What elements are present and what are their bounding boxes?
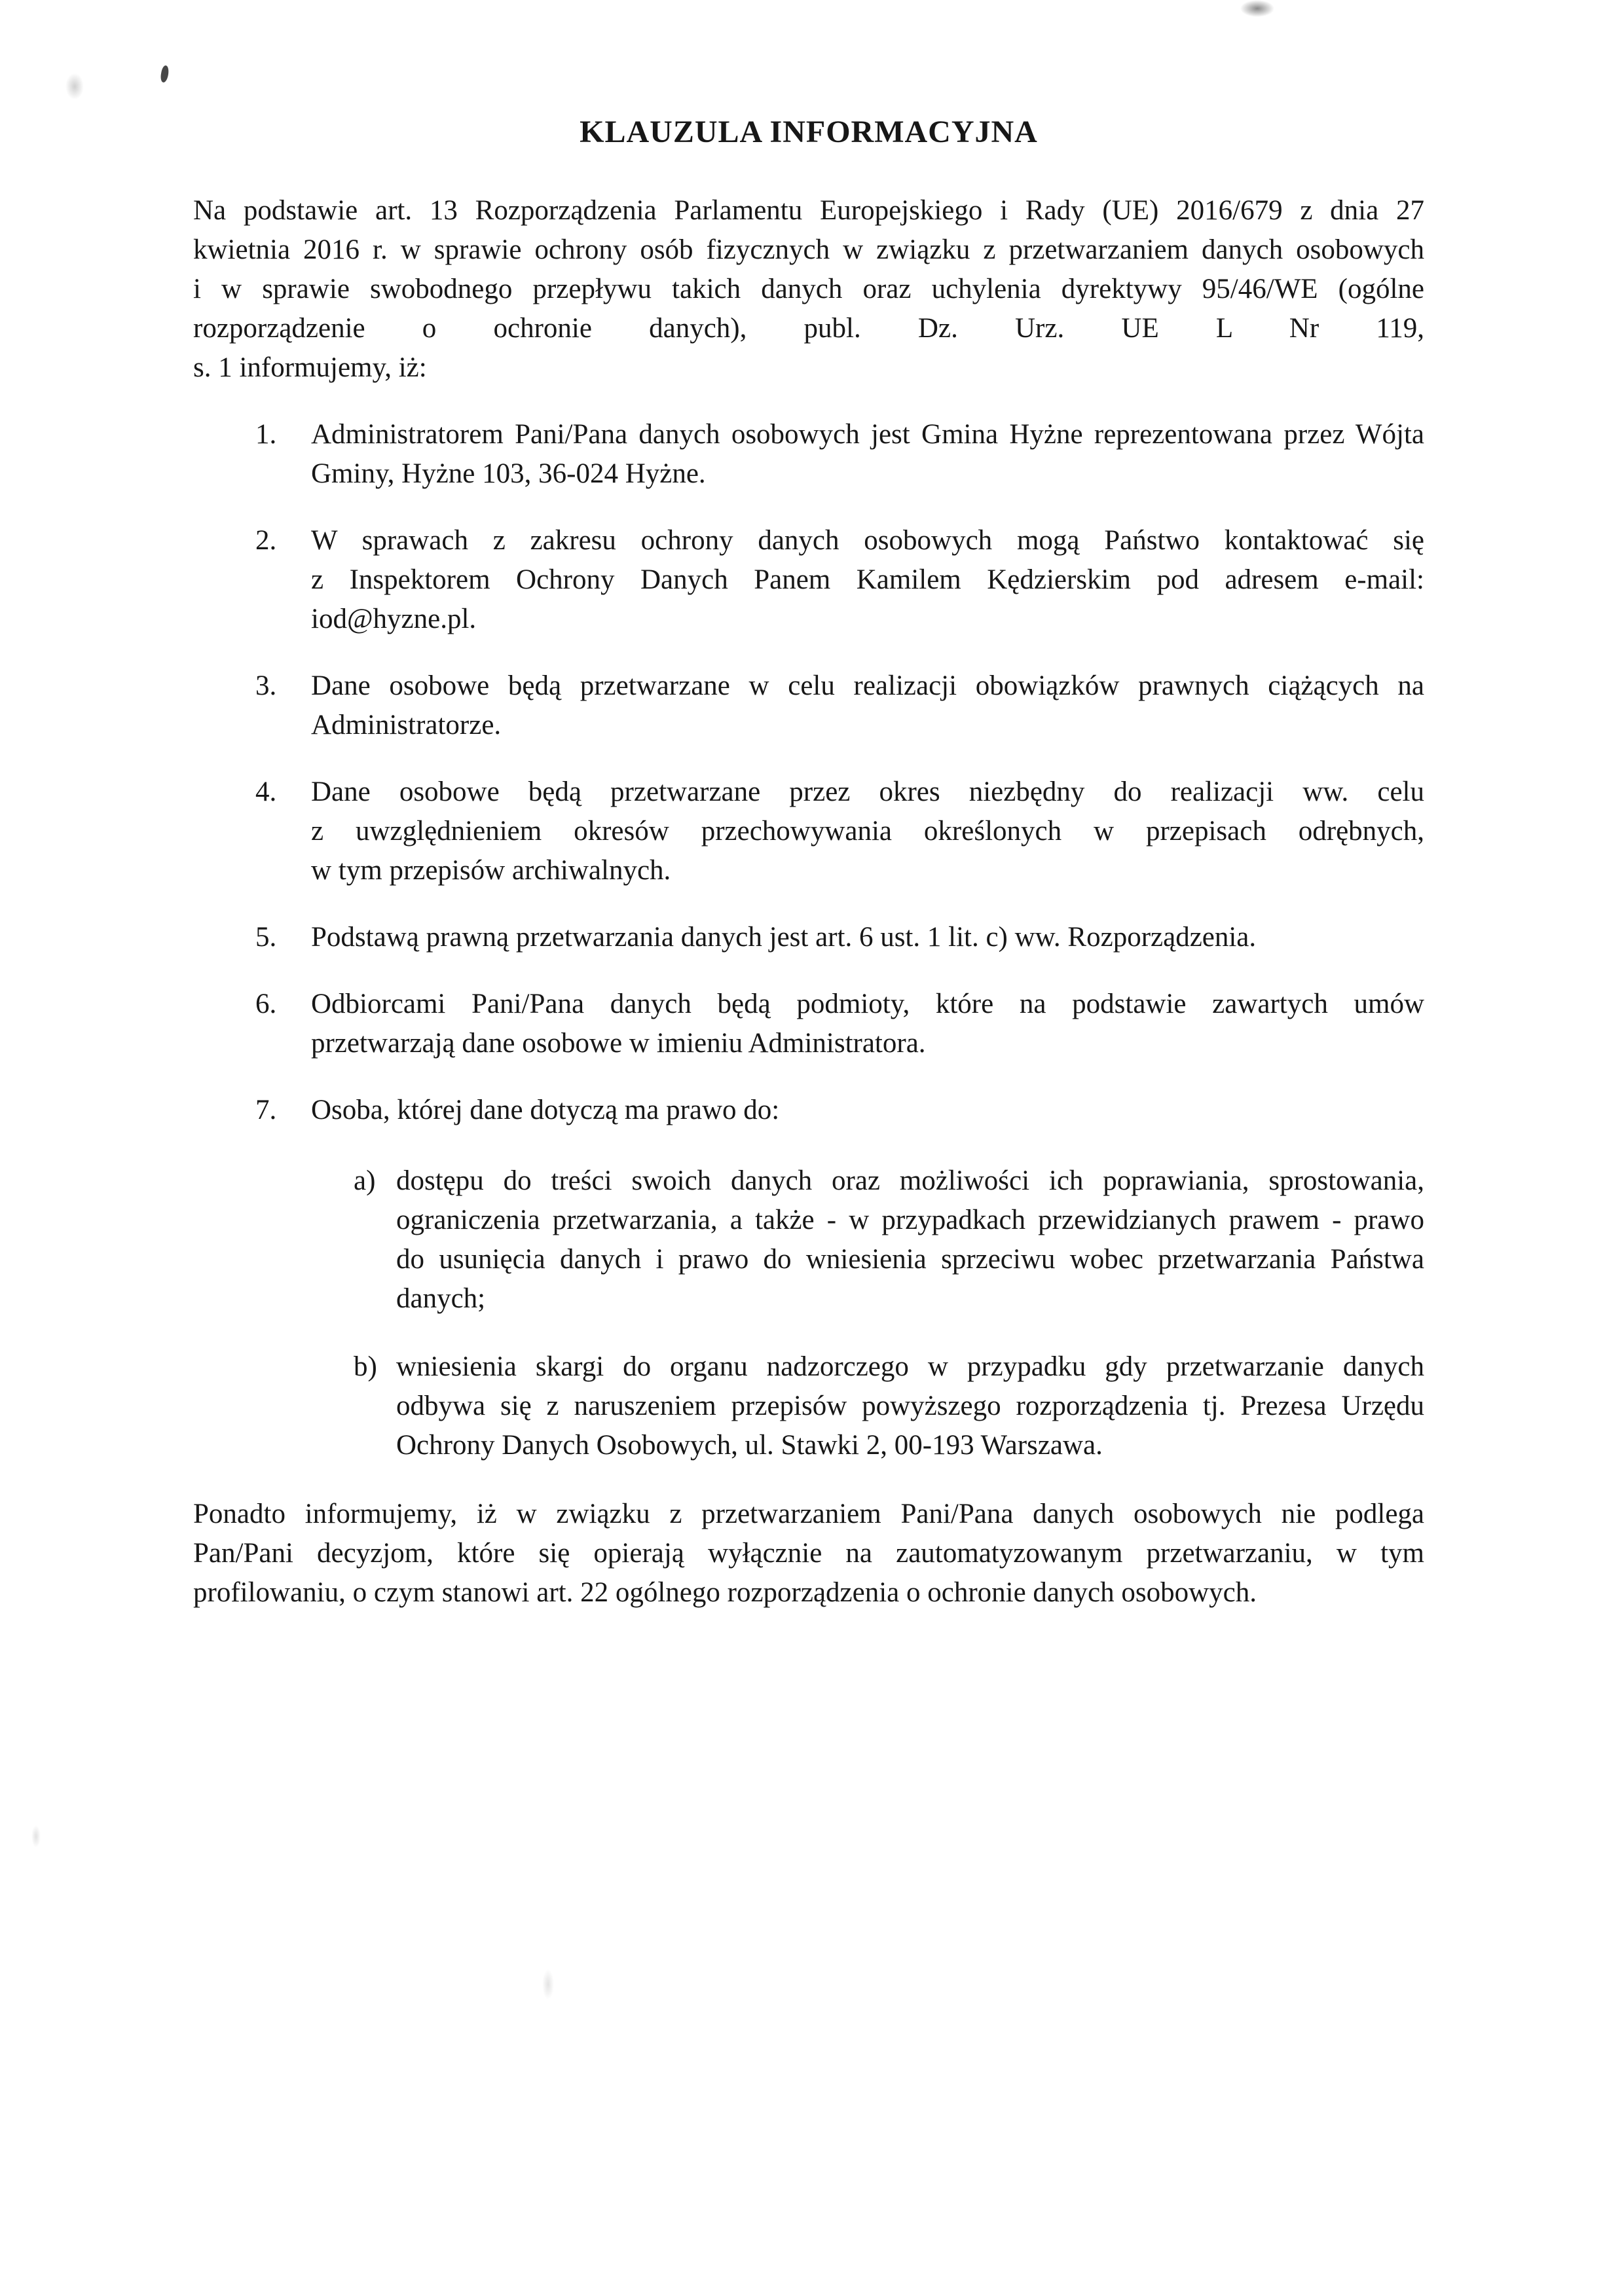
- list-item-1-text: [311, 415, 1424, 494]
- intro-paragraph: [193, 191, 1424, 388]
- list-item-6-number: 6.: [255, 989, 277, 1019]
- text-line: Dane osobowe będą przetwarzane w celu realizacji obowiązków prawnych ciążących na: [311, 670, 1424, 701]
- text-line: Na podstawie art. 13 Rozporządzenia Parlamentu Europejskiego i Rady (UE) 2016/679 z dnia 27: [193, 195, 1424, 226]
- list-item-6-text: [311, 985, 1424, 1063]
- list-item-4-number: 4.: [255, 776, 277, 807]
- text-line: do usunięcia danych i prawo do wniesienia sprzeciwu wobec przetwarzania Państwa: [396, 1244, 1424, 1275]
- text-line: Osoba, której dane dotyczą ma prawo do:: [311, 1095, 780, 1125]
- list-item-1: [255, 415, 1424, 494]
- text-line: przetwarzają dane osobowe w imieniu Administratora.: [311, 1028, 926, 1059]
- sub-list-item-b-marker: b): [354, 1351, 377, 1382]
- text-line: s. 1 informujemy, iż:: [193, 352, 427, 383]
- text-line: Podstawą prawną przetwarzania danych jest art. 6 ust. 1 lit. c) ww. Rozporządzenia.: [311, 922, 1257, 953]
- scan-smudge-top-left: [65, 73, 84, 100]
- list-item-1-number: 1.: [255, 419, 277, 450]
- text-line: Administratorze.: [311, 710, 502, 740]
- text-line: odbywa się z naruszeniem przepisów powyższego rozporządzenia tj. Prezesa Urzędu: [396, 1391, 1424, 1421]
- text-line: Dane osobowe będą przetwarzane przez okres niezbędny do realizacji ww. celu: [311, 776, 1424, 807]
- sub-list-item-a-marker: a): [354, 1165, 376, 1196]
- text-line: ograniczenia przetwarzania, a także - w przypadkach przewidzianych prawem - prawo: [396, 1205, 1424, 1235]
- scan-smudge-bottom-center: [542, 1969, 554, 1999]
- scan-speck-top-left: [160, 65, 170, 83]
- text-line: danych;: [396, 1283, 486, 1314]
- list-item-3-text: [311, 666, 1424, 745]
- list-item-4-text: [311, 773, 1424, 890]
- document-content: [193, 0, 1424, 1613]
- sub-list-item-b: [354, 1347, 1424, 1465]
- text-line: profilowaniu, o czym stanowi art. 22 ogólnego rozporządzenia o ochronie danych osobowych.: [193, 1577, 1257, 1608]
- text-line: Ochrony Danych Osobowych, ul. Stawki 2, 00-193 Warszawa.: [396, 1430, 1103, 1461]
- sub-list-item-a-text: [396, 1161, 1424, 1319]
- text-line: Ponadto informujemy, iż w związku z przetwarzaniem Pani/Pana danych osobowych nie podlega: [193, 1499, 1424, 1529]
- list-item-3: [255, 666, 1424, 745]
- text-line: z Inspektorem Ochrony Danych Panem Kamilem Kędzierskim pod adresem e-mail:: [311, 564, 1424, 595]
- text-line: wniesienia skargi do organu nadzorczego w przypadku gdy przetwarzanie danych: [396, 1351, 1424, 1382]
- list-item-2-number: 2.: [255, 525, 277, 556]
- sub-list-item-b-text: [396, 1347, 1424, 1465]
- list-item-6: [255, 985, 1424, 1063]
- list-item-5: [255, 918, 1424, 957]
- text-line: Gminy, Hyżne 103, 36-024 Hyżne.: [311, 458, 706, 489]
- text-line: z uwzględnieniem okresów przechowywania określonych w przepisach odrębnych,: [311, 816, 1424, 847]
- list-item-5-number: 5.: [255, 922, 277, 953]
- list-item-7-number: 7.: [255, 1095, 277, 1125]
- document-title: KLAUZULA INFORMACYJNA: [580, 115, 1038, 149]
- list-item-5-text: [311, 918, 1424, 957]
- text-line: kwietnia 2016 r. w sprawie ochrony osób fizycznych w związku z przetwarzaniem danych osobowych: [193, 234, 1424, 265]
- text-line: dostępu do treści swoich danych oraz możliwości ich poprawiania, sprostowania,: [396, 1165, 1424, 1196]
- list-item-7: [255, 1091, 1424, 1130]
- text-line: Odbiorcami Pani/Pana danych będą podmioty, które na podstawie zawartych umów: [311, 989, 1424, 1019]
- closing-paragraph: [193, 1495, 1424, 1613]
- scan-smudge-bottom-left: [31, 1825, 41, 1848]
- list-item-4: [255, 773, 1424, 890]
- list-item-7-text: [311, 1091, 1424, 1130]
- text-line: W sprawach z zakresu ochrony danych osobowych mogą Państwo kontaktować się: [311, 525, 1424, 556]
- sub-list-item-a: [354, 1161, 1424, 1319]
- text-line: rozporządzenie o ochronie danych), publ. Dz. Urz. UE L Nr 119,: [193, 313, 1424, 344]
- list-item-2-text: [311, 521, 1424, 639]
- text-line: w tym przepisów archiwalnych.: [311, 855, 671, 886]
- text-line: iod@hyzne.pl.: [311, 604, 477, 634]
- list-item-3-number: 3.: [255, 670, 277, 701]
- text-line: Pan/Pani decyzjom, które się opierają wyłącznie na zautomatyzowanym przetwarzaniu, w tym: [193, 1538, 1424, 1569]
- text-line: i w sprawie swobodnego przepływu takich danych oraz uchylenia dyrektywy 95/46/WE (ogólne: [193, 274, 1424, 304]
- list-item-2: [255, 521, 1424, 639]
- text-line: Administratorem Pani/Pana danych osobowych jest Gmina Hyżne reprezentowana przez Wójta: [311, 419, 1424, 450]
